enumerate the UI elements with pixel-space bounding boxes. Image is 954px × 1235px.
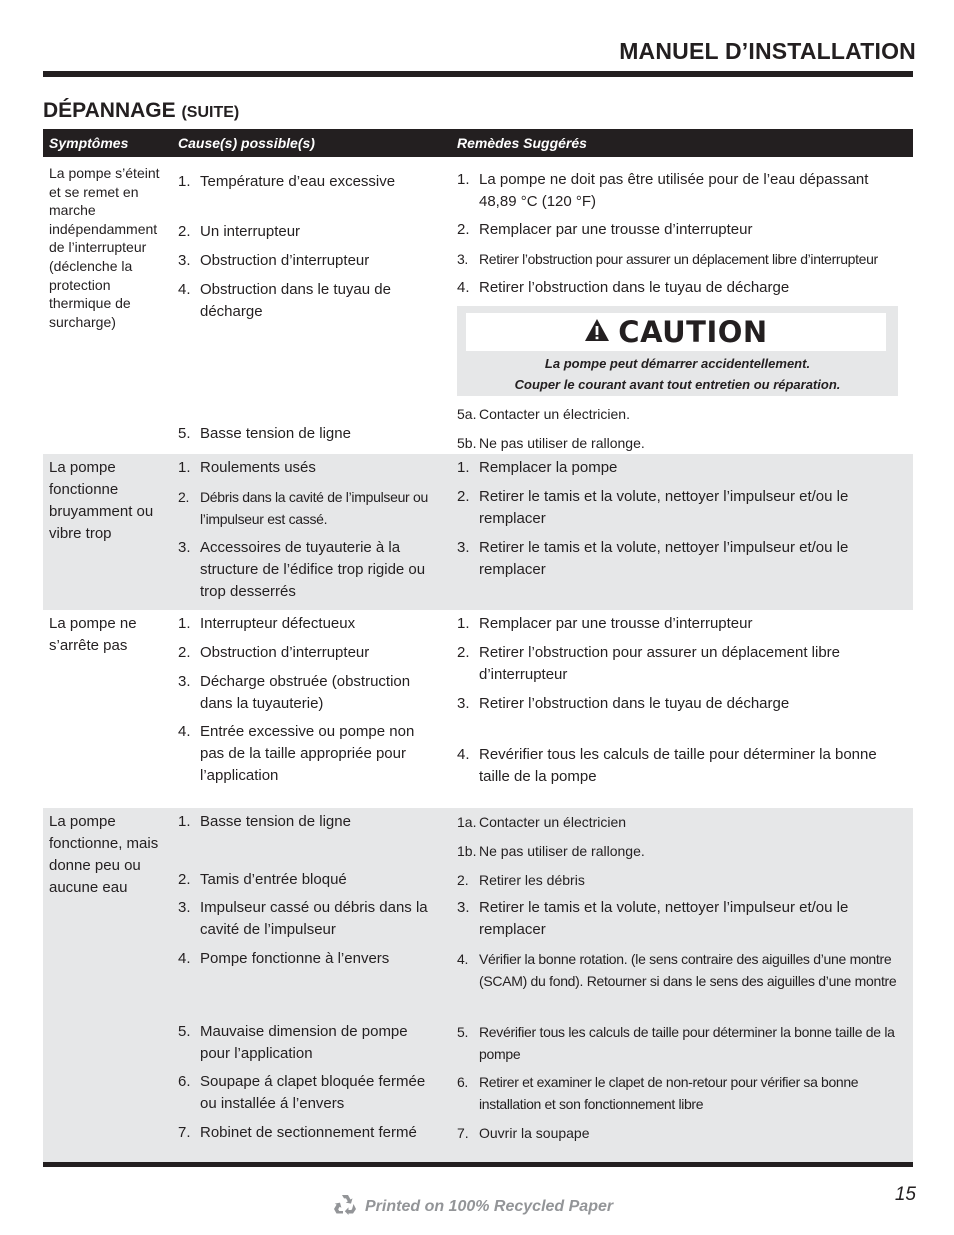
- bottom-rule: [43, 1162, 913, 1167]
- caution-line-2: Couper le courant avant tout entretien ou réparation.: [514, 377, 841, 392]
- column-header-causes: Cause(s) possible(s): [178, 135, 315, 151]
- section-title: [43, 99, 239, 123]
- recycled-paper-text: Printed on 100% Recycled Paper: [365, 1197, 614, 1215]
- recycle-icon: [333, 1193, 357, 1220]
- caution-word: CAUTION: [618, 315, 768, 349]
- top-rule: [43, 71, 913, 77]
- recycled-paper-note: [333, 1193, 613, 1220]
- table-row-2-symptom: La pompe fonctionne bruyamment ou vibre trop: [49, 459, 154, 542]
- table-row-4-symptom: La pompe fonctionne, mais donne peu ou aucune eau: [49, 813, 159, 896]
- caution-banner: [466, 313, 886, 351]
- section-title-main: DÉPANNAGE: [43, 99, 176, 122]
- caution-line-1: La pompe peut démarrer accidentellement.: [544, 356, 811, 371]
- column-header-remedies: Remèdes Suggérés: [457, 135, 587, 151]
- caution-box: [457, 306, 898, 396]
- page-number: 15: [894, 1184, 916, 1205]
- table-header: [43, 129, 913, 157]
- column-header-symptoms: Symptômes: [49, 135, 129, 151]
- section-title-suffix: (SUITE): [181, 104, 240, 121]
- table-row-3-symptom: La pompe ne s’arrête pas: [49, 615, 137, 654]
- manual-title: MANUEL D’INSTALLATION: [619, 38, 916, 64]
- table-row-1-symptom: La pompe s’éteint et se remet en marche indépendamment de l’interrupteur (déclenche la protection thermique de surcharge): [49, 165, 160, 330]
- warning-triangle-icon: [584, 318, 610, 347]
